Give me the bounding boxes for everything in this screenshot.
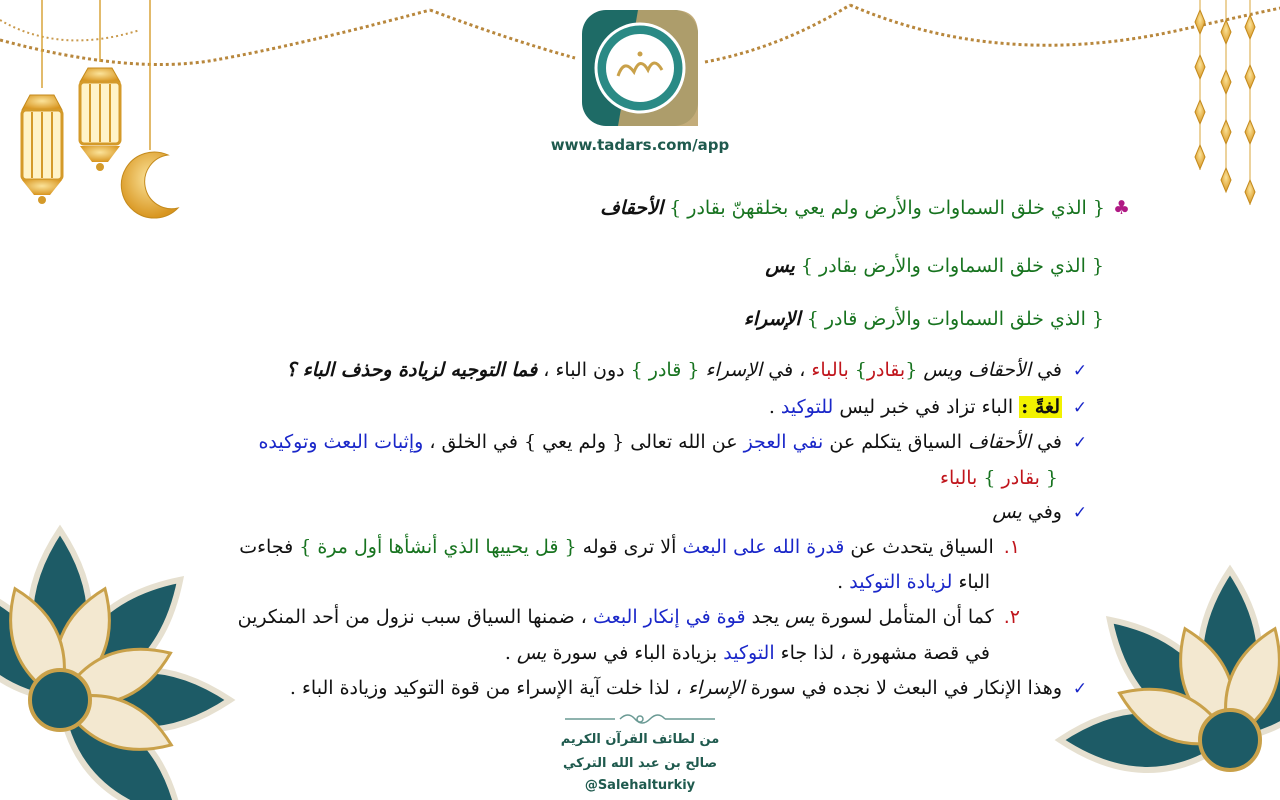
verse-line-2 [765,252,1104,280]
verse-text: { الذي خلق السماوات والأرض ولم يعي بخلقهنّ بقادر } [669,197,1105,219]
surah-name: يس [765,255,795,277]
hanging-diamonds [1195,0,1255,205]
check-icon: ✓ [1072,361,1088,381]
point-2: ✓لغةً : الباء تزاد في خبر ليس للتوكيد . [769,393,1090,422]
verse-text: { الذي خلق السماوات والأرض بقادر } [800,255,1104,277]
site-url-link[interactable]: www.tadars.com/app [550,136,730,154]
footer-handle[interactable]: @Salehalturkiy [584,778,696,793]
point-3-continued: { بقادر } بالباء [940,467,1058,489]
lantern-icon [22,0,62,204]
numbered-item-1-continued: الباء لزيادة التوكيد . [837,571,990,593]
check-icon: ✓ [1072,503,1088,523]
point-4: ✓وفي يس [992,498,1090,527]
verse-line-3 [744,305,1104,333]
surah-name: الإسراء [743,308,801,330]
check-icon: ✓ [1072,398,1088,418]
mandala-icon [0,530,230,800]
numbered-item-1: ١.السياق يتحدث عن قدرة الله على البعث ألا ترى قوله { قل يحييها الذي أنشأها أول مرة } فجاءت [239,536,1020,558]
point-5: ✓وهذا الإنكار في البعث لا نجده في سورة الإسراء ، لذا خلت آية الإسراء من قوة التوكيد وزيادة الباء . [290,674,1090,703]
flourish-icon [565,715,715,723]
tadars-logo [578,6,702,130]
numbered-item-2-continued: في قصة مشهورة ، لذا جاء التوكيد بزيادة الباء في سورة يس . [504,642,990,664]
surah-name: الأحقاف [600,197,664,219]
numbered-item-2: ٢.كما أن المتأمل لسورة يس يجد قوة في إنكار البعث ، ضمنها السياق سبب نزول من أحد المنكرين [237,606,1020,628]
mandala-icon [1060,570,1280,770]
lantern-icon [80,0,120,171]
crescent-moon-icon [121,0,178,218]
highlight-label: لغةً : [1021,396,1060,418]
verse-text: { الذي خلق السماوات والأرض قادر } [806,308,1104,330]
point-1: ✓في الأحقاف ويس {بقادر} بالباء ، في الإسراء { قادر } دون الباء ، فما التوجيه لزيادة وحذف الباء ؟ [286,356,1090,385]
point-3: ✓في الأحقاف السياق يتكلم عن نفي العجز عن الله تعالى { ولم يعي } في الخلق ، وإثبات البعث وتوكيده [258,428,1090,457]
footer-title: من لطائف القرآن الكريم [560,732,720,747]
club-icon: ♣ [1112,197,1130,219]
footer-author: صالح بن عبد الله التركي [562,756,718,771]
check-icon: ✓ [1072,433,1088,453]
check-icon: ✓ [1072,679,1088,699]
verse-line-1 [600,194,1130,222]
